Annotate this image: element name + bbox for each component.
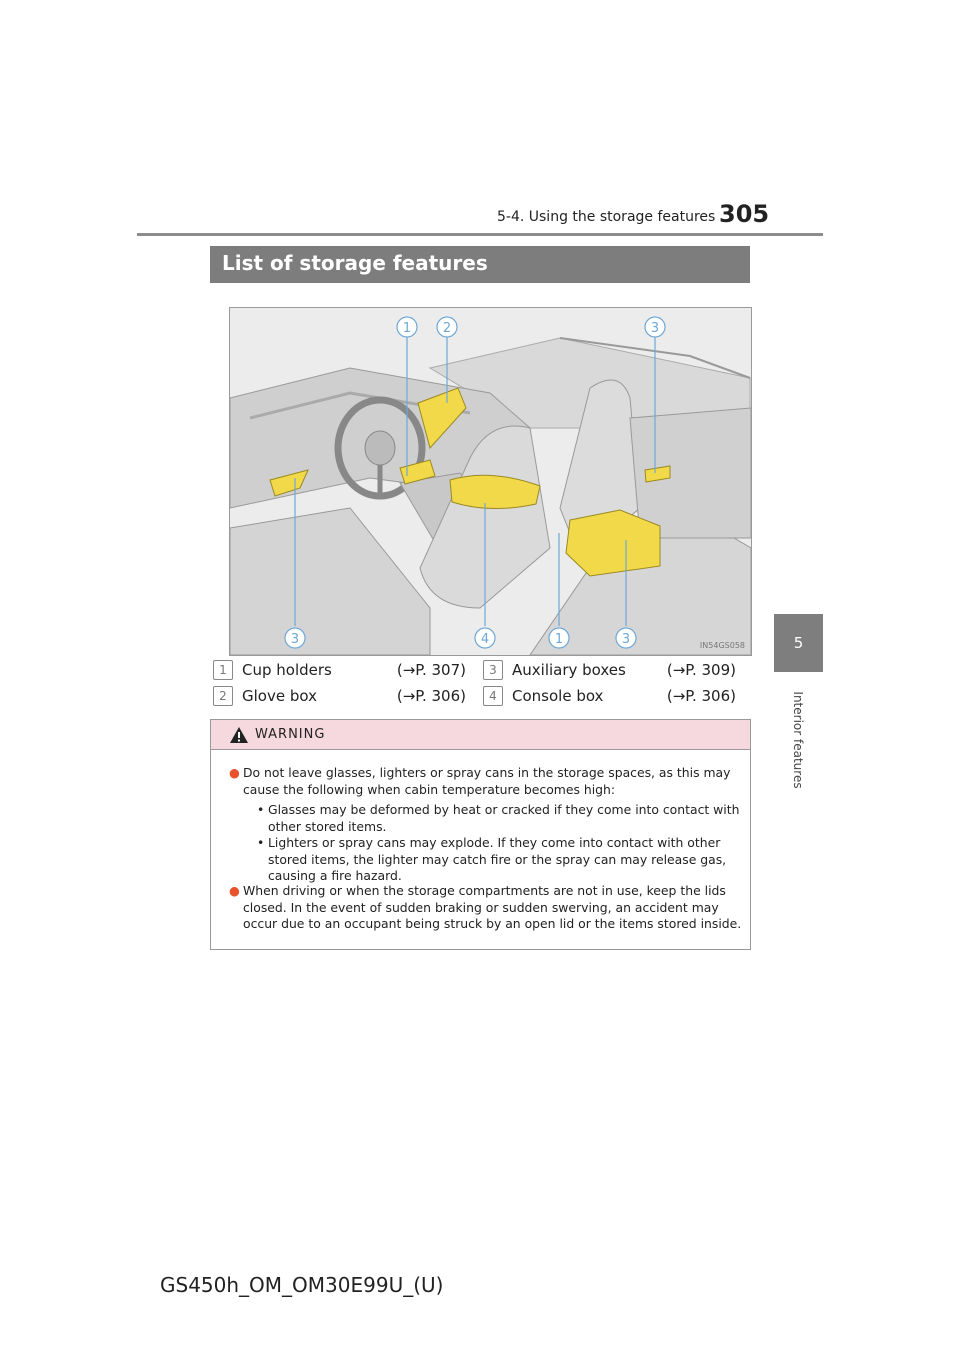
warning-subitem: Lighters or spray cans may explode. If they come into contact with other stored items, the lighter may catch fire or the spray can may release gas, causing a fire hazard. [268,835,727,883]
callout-label: 3 [290,632,300,647]
legend-ref-link[interactable]: (→P. 309) [666,661,736,679]
bullet-icon: ● [229,883,240,898]
warning-header [211,720,750,750]
legend-item [483,686,503,706]
legend-item [213,660,233,680]
chapter-number: 5 [793,634,804,652]
warning-icon [229,726,249,744]
legend-number: 2 [213,686,233,706]
sub-bullet: • [257,802,265,817]
legend-label: Glove box [242,687,317,705]
header-divider [137,233,823,236]
sub-bullet: • [257,835,265,850]
callout-label: 1 [554,632,564,647]
document-code: GS450h_OM_OM30E99U_(U) [160,1273,444,1297]
chapter-title-vertical [788,680,808,800]
warning-box [210,719,751,950]
legend-label: Console box [512,687,604,705]
page-number: 305 [719,200,770,228]
section-title: List of storage features [222,251,488,275]
chapter-title: Interior features [791,691,805,789]
section-title-bar [210,246,750,283]
bullet-icon: ● [229,765,240,780]
callout-label: 3 [650,321,660,336]
callout-label: 4 [480,632,490,647]
legend-number: 1 [213,660,233,680]
warning-subitem: Glasses may be deformed by heat or cracked if they come into contact with other stored items. [268,802,740,834]
section-heading: 5-4. Using the storage features [497,209,716,225]
legend-item [213,686,233,706]
interior-illustration [229,307,752,656]
warning-text: When driving or when the storage compartments are not in use, keep the lids closed. In the event of sudden braking or sudden swerving, an accident may occur due to an occupant being struck by an open lid or the items stored inside. [243,883,742,931]
legend-label: Cup holders [242,661,332,679]
legend-ref-link[interactable]: (→P. 307) [396,661,466,679]
chapter-tab[interactable] [774,614,823,672]
callout-label: 1 [402,321,412,336]
callout-label: 3 [621,632,631,647]
legend-ref-link[interactable]: (→P. 306) [666,687,736,705]
legend-label: Auxiliary boxes [512,661,626,679]
image-code: IN54GS058 [699,641,745,650]
legend-number: 4 [483,686,503,706]
legend-ref-link[interactable]: (→P. 306) [396,687,466,705]
car-interior-drawing [230,308,751,655]
warning-text: Do not leave glasses, lighters or spray cans in the storage spaces, as this may cause the following when cabin temperature becomes high: [243,765,731,797]
legend-item [483,660,503,680]
legend-number: 3 [483,660,503,680]
callout-label: 2 [442,321,452,336]
warning-title: WARNING [255,727,326,742]
